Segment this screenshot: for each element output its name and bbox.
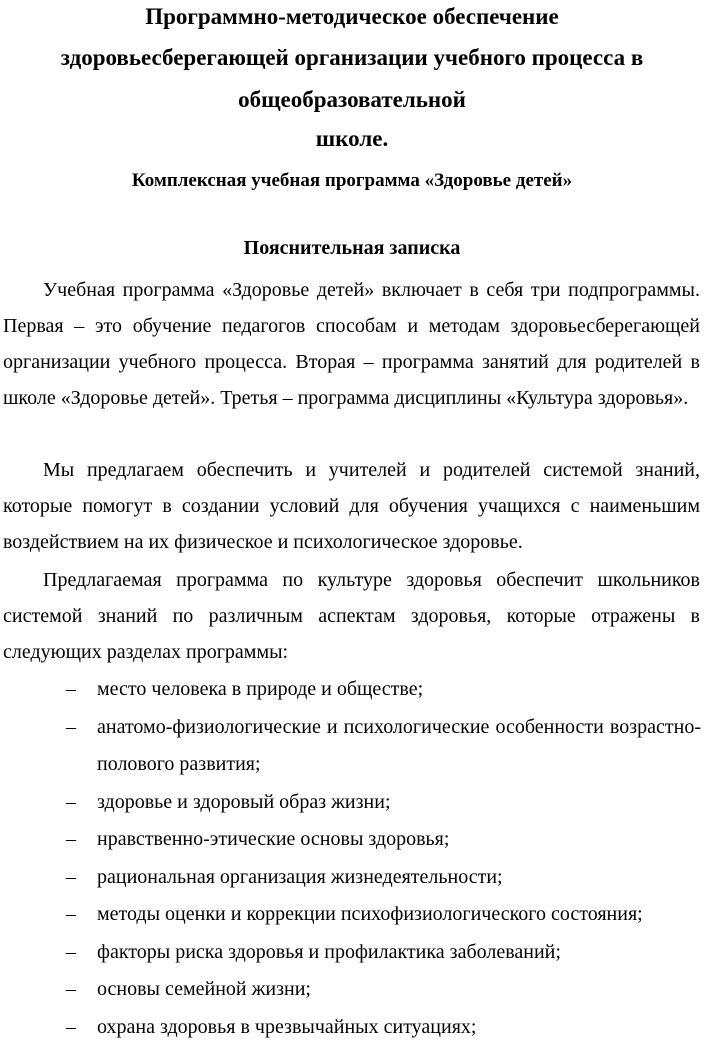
list-item — [0, 1009, 704, 1047]
dash-bullet-icon: – — [66, 678, 76, 700]
document-title-line-4: школе. — [315, 126, 389, 151]
section-heading: Пояснительная записка — [243, 237, 461, 259]
list-item-text: рациональная организация жизнедеятельности; — [97, 865, 503, 888]
dash-bullet-icon: – — [66, 903, 76, 925]
list-item — [0, 859, 704, 897]
list-item-text: охрана здоровья в чрезвычайных ситуациях; — [97, 1015, 477, 1038]
dash-bullet-icon: – — [66, 715, 76, 738]
list-item-text: анатомо-физиологические и психологические особенности возрастно-полового развития; — [97, 715, 701, 775]
paragraph-1-text: Учебная программа «Здоровье детей» включает в себя три подпрограммы. Первая – это обучение педагогов способам и методам здоровьесберегающей организации учебного процесса. Вторая – программа занятий для родителей в школе «Здоровье детей». Третья – программа дисциплины «Культура здоровья». — [3, 279, 700, 409]
list-item — [0, 709, 704, 784]
document-title-line-3: общеобразовательной — [238, 87, 466, 112]
list-item-text: факторы риска здоровья и профилактика заболеваний; — [97, 940, 561, 963]
document-subtitle: Комплексная учебная программа «Здоровье детей» — [131, 170, 573, 191]
list-item-text: здоровье и здоровый образ жизни; — [97, 790, 391, 813]
paragraph-2 — [3, 452, 700, 560]
dash-bullet-icon: – — [66, 865, 76, 888]
paragraph-1 — [3, 272, 700, 416]
list-item-text: основы семейной жизни; — [97, 978, 311, 1000]
list-item-text: методы оценки и коррекции психофизиологического состояния; — [97, 903, 643, 925]
list-item — [0, 896, 704, 934]
list-item-text: место человека в природе и обществе; — [97, 678, 424, 700]
dash-bullet-icon: – — [66, 978, 76, 1000]
dash-bullet-icon: – — [66, 940, 76, 963]
program-sections-list — [0, 671, 704, 1046]
paragraph-3-text: Предлагаемая программа по культуре здоровья обеспечит школьников системой знаний по различным аспектам здоровья, которые отражены в следующих разделах программы: — [3, 569, 700, 663]
list-item — [0, 971, 704, 1009]
list-item-text: нравственно-этические основы здоровья; — [97, 828, 450, 850]
list-item — [0, 934, 704, 972]
list-item — [0, 671, 704, 709]
paragraph-2-text: Мы предлагаем обеспечить и учителей и родителей системой знаний, которые помогут в создании условий для обучения учащихся с наименьшим воздействием на их физическое и психологическое здоровье. — [3, 459, 700, 553]
list-item — [0, 784, 704, 822]
dash-bullet-icon: – — [66, 790, 76, 813]
paragraph-3 — [3, 562, 700, 670]
dash-bullet-icon: – — [66, 828, 76, 850]
document-title-line-1: Программно-методическое обеспечение — [145, 4, 559, 29]
document-title-line-2: здоровьесберегающей организации учебного процесса в — [60, 45, 644, 70]
list-item — [0, 821, 704, 859]
dash-bullet-icon: – — [66, 1015, 76, 1038]
